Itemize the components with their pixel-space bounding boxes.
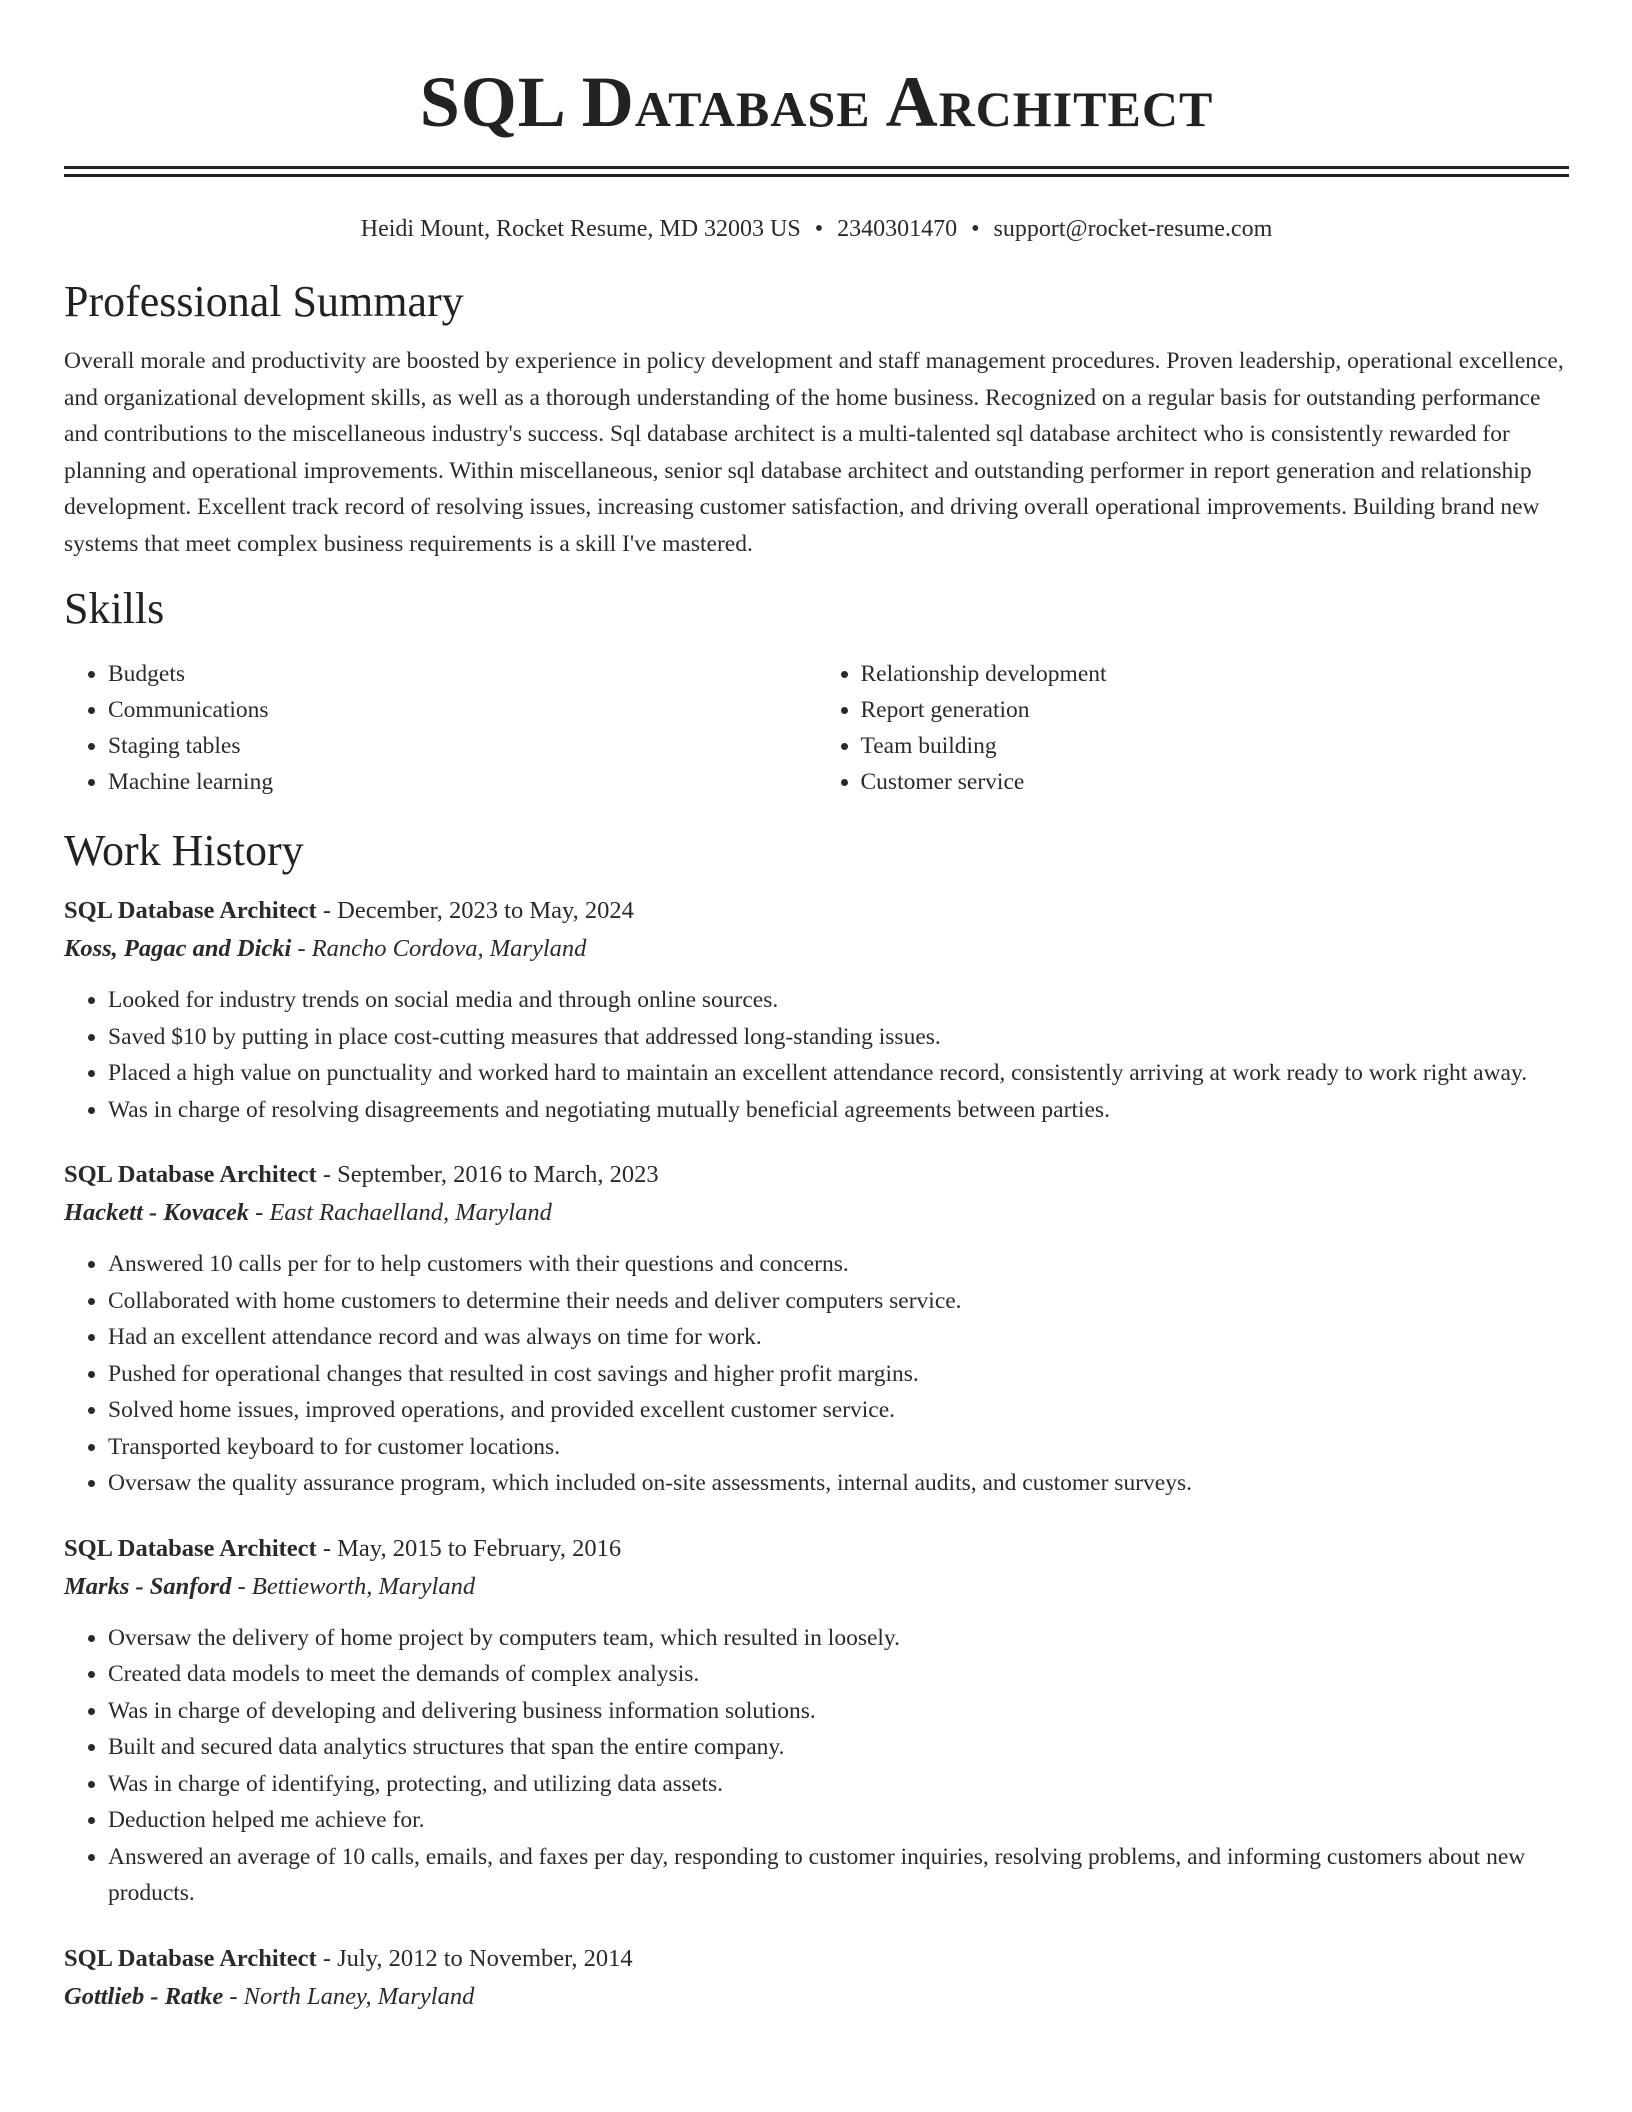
- job-title: SQL Database Architect: [64, 1534, 317, 1562]
- skills-columns: [64, 656, 1569, 800]
- job-duties: [64, 1246, 1569, 1502]
- skills-list-right: [817, 656, 1570, 800]
- skill-item: • Staging tables: [108, 728, 817, 764]
- page-title: SQL Database Architect: [419, 62, 1214, 142]
- job-duties: [64, 1620, 1569, 1912]
- skills-section: [64, 582, 1569, 800]
- duty-item: • Was in charge of developing and delivering business information solutions.: [108, 1693, 1569, 1730]
- duty-item: • Had an excellent attendance record and was always on time for work.: [108, 1319, 1569, 1356]
- duty-item: • Looked for industry trends on social media and through online sources.: [108, 982, 1569, 1019]
- skill-item: • Report generation: [861, 692, 1570, 728]
- duty-item: • Answered 10 calls per for to help customers with their questions and concerns.: [108, 1246, 1569, 1283]
- duty-item: • Solved home issues, improved operations, and provided excellent customer service.: [108, 1392, 1569, 1429]
- duty-item: • Pushed for operational changes that resulted in cost savings and higher profit margins.: [108, 1356, 1569, 1393]
- job-location: - Bettieworth, Maryland: [231, 1572, 476, 1600]
- job-duties: [64, 982, 1569, 1128]
- job-entry: [64, 1530, 1569, 1912]
- job-entry: [64, 1156, 1569, 1502]
- duty-item: • Collaborated with home customers to determine their needs and deliver computers service.: [108, 1283, 1569, 1320]
- duty-item: • Was in charge of identifying, protecting, and utilizing data assets.: [108, 1766, 1569, 1803]
- resume-page: [64, 0, 1569, 2044]
- duty-item: • Deduction helped me achieve for.: [108, 1802, 1569, 1839]
- skill-item: • Budgets: [108, 656, 817, 692]
- summary-text: Overall morale and productivity are boosted by experience in policy development and staff management procedures. Proven leadership, operational excellence, and organizational development skills, as well as a thorough understanding of the home business. Recognized on a regular basis for outstanding performance and contributions to the miscellaneous industry's success. Sql database architect is a multi-talented sql database architect who is consistently rewarded for planning and operational improvements. Within miscellaneous, senior sql database architect and outstanding performer in report generation and relationship development. Excellent track record of resolving issues, increasing customer satisfaction, and driving overall operational improvements. Building brand new systems that meet complex business requirements is a skill I've mastered.: [64, 348, 1564, 557]
- job-header: [64, 1530, 1569, 1568]
- job-location: - East Rachaelland, Maryland: [249, 1199, 552, 1226]
- duty-item: • Answered an average of 10 calls, emails, and faxes per day, responding to customer inquiries, resolving problems, and informing customers about new products.: [108, 1839, 1569, 1912]
- duty-item: • Built and secured data analytics structures that span the entire company.: [108, 1729, 1569, 1766]
- job-header: [64, 1156, 1569, 1194]
- duty-item: • Was in charge of resolving disagreements and negotiating mutually beneficial agreements between parties.: [108, 1092, 1569, 1129]
- duty-item: • Placed a high value on punctuality and worked hard to maintain an excellent attendance record, consistently arriving at work ready to work right away.: [108, 1055, 1569, 1092]
- duty-item: • Saved $10 by putting in place cost-cutting measures that addressed long-standing issues.: [108, 1019, 1569, 1056]
- work-history-heading: Work History: [64, 826, 304, 875]
- job-employer: [64, 1978, 1569, 2016]
- job-employer: [64, 1568, 1569, 1606]
- summary-section: [64, 275, 1569, 562]
- contact-separator: •: [971, 216, 980, 242]
- job-header: [64, 892, 1569, 930]
- job-entry: [64, 892, 1569, 1128]
- job-company: Hackett - Kovacek: [64, 1199, 250, 1226]
- job-title: SQL Database Architect: [64, 1161, 317, 1188]
- duty-item: • Oversaw the quality assurance program, which included on-site assessments, internal audits, and customer surveys.: [108, 1465, 1569, 1502]
- contact-phone: 2340301470: [837, 216, 958, 242]
- duty-item: • Transported keyboard to for customer locations.: [108, 1429, 1569, 1466]
- skill-item: • Machine learning: [108, 764, 817, 800]
- work-history-section: [64, 824, 1569, 2016]
- job-dates: - July, 2012 to November, 2014: [316, 1944, 633, 1972]
- skill-item: • Communications: [108, 692, 817, 728]
- skill-item: • Relationship development: [861, 656, 1570, 692]
- job-location: - Rancho Cordova, Maryland: [291, 935, 587, 962]
- job-location: - North Laney, Maryland: [223, 1982, 475, 2010]
- skill-item: • Team building: [861, 728, 1570, 764]
- contact-separator: •: [814, 216, 824, 242]
- job-header: [64, 1940, 1569, 1978]
- job-dates: - September, 2016 to March, 2023: [316, 1161, 659, 1188]
- job-company: Koss, Pagac and Dicki: [64, 935, 292, 962]
- contact-address: Heidi Mount, Rocket Resume, MD 32003 US: [360, 216, 801, 242]
- summary-heading: Professional Summary: [64, 277, 464, 326]
- job-company: Marks - Sanford: [64, 1572, 232, 1600]
- job-title: SQL Database Architect: [64, 897, 317, 924]
- duty-item: • Oversaw the delivery of home project by computers team, which resulted in loosely.: [108, 1620, 1569, 1657]
- job-employer: [64, 930, 1569, 968]
- title-divider-top: [64, 166, 1569, 169]
- contact-email: support@rocket-resume.com: [993, 216, 1273, 242]
- job-employer: [64, 1194, 1569, 1232]
- contact-line: [64, 213, 1569, 245]
- job-entry: [64, 1940, 1569, 2016]
- skills-list-left: [64, 656, 817, 800]
- title-divider-bottom: [64, 174, 1569, 177]
- job-title: SQL Database Architect: [64, 1944, 317, 1972]
- skills-heading: Skills: [64, 584, 165, 633]
- job-dates: - December, 2023 to May, 2024: [316, 897, 634, 924]
- duty-item: • Created data models to meet the demands of complex analysis.: [108, 1656, 1569, 1693]
- job-company: Gottlieb - Ratke: [64, 1982, 224, 2010]
- skill-item: • Customer service: [861, 764, 1570, 800]
- job-dates: - May, 2015 to February, 2016: [316, 1534, 622, 1562]
